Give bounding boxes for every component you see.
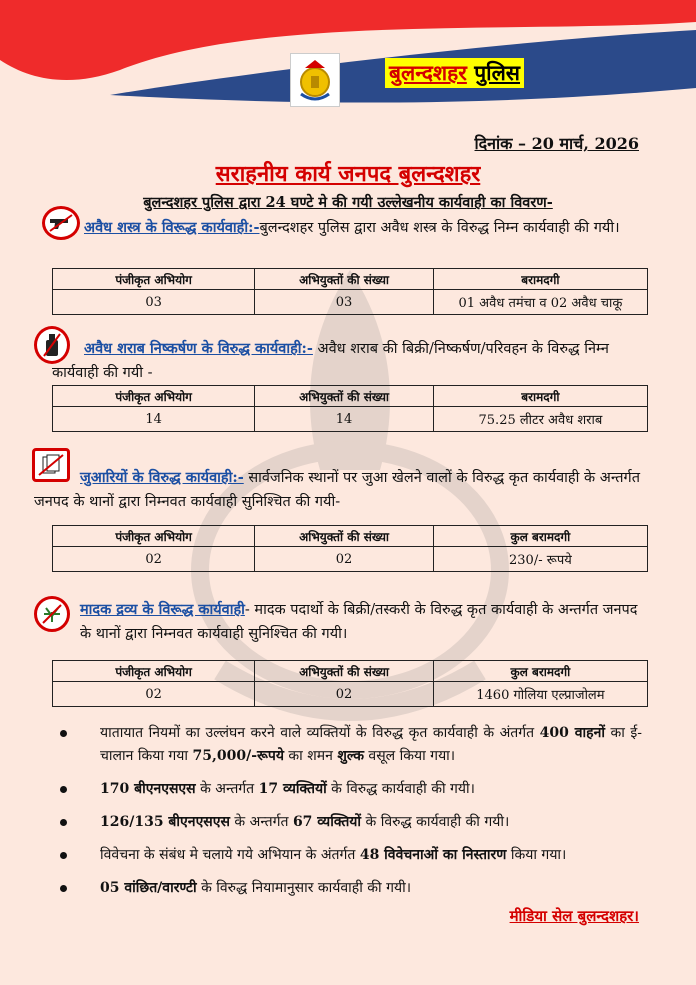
table-cell: 02 [255,547,434,572]
list-item: यातायात नियमों का उल्लंघन करने वाले व्यक्तियों के विरुद्ध कृत कार्यवाही के अंतर्गत 400 वाहनों का ई-चालान किया गया 75,000/-रूपये का शमन शुल्क वसूल किया गया। [60,722,642,768]
table-cell: 03 [53,290,255,315]
table-header: कुल बरामदगी [433,526,647,547]
table-cell: 01 अवैध तमंचा व 02 अवैध चाकू [433,290,647,315]
section-arms-title: अवैध शस्त्र के विरूद्ध कार्यवाही:- [84,219,260,236]
brand-city: बुलन्दशहर [389,60,467,85]
table-header: पंजीकृत अभियोग [53,386,255,407]
table-header: बरामदगी [433,386,647,407]
table-header: अभियुक्तों की संख्या [255,661,434,682]
summary-list [60,722,642,910]
section-arms-desc: बुलन्दशहर पुलिस द्वारा अवैध शस्त्र के विरुद्ध निम्न कार्यवाही की गयी। [259,220,620,236]
table-cell: 03 [255,290,434,315]
table-row [53,547,648,572]
police-emblem [290,53,340,107]
table-cell: 14 [255,407,434,432]
table-cell: 75.25 लीटर अवैध शराब [433,407,647,432]
no-drugs-icon [34,596,70,632]
table-row [53,682,648,707]
section-gambling-title: जुआरियों के विरुद्ध कार्यवाही:- [80,469,244,486]
page-subtitle: बुलन्दशहर पुलिस द्वारा 24 घण्टे मे की गयी उल्लेखनीय कार्यवाही का विवरण- [143,194,553,211]
emblem-icon [295,58,335,102]
drugs-table [52,660,648,707]
table-cell: 02 [53,682,255,707]
media-cell-signature: मीडिया सेल बुलन्दशहर। [509,907,639,925]
header-banner [0,0,696,120]
table-header: पंजीकृत अभियोग [53,526,255,547]
table-header: अभियुक्तों की संख्या [255,526,434,547]
section-drugs-text [80,598,642,646]
table-header: कुल बरामदगी [433,661,647,682]
list-item: 170 बीएनएसएस के अन्तर्गत 17 व्यक्तियों के विरुद्ध कार्यवाही की गयी। [60,778,642,801]
table-header: बरामदगी [433,269,647,290]
section-liquor-title: अवैध शराब निष्कर्षण के विरुद्ध कार्यवाही:- [84,340,313,357]
liquor-table [52,385,648,432]
section-drugs-desc: - मादक पदार्थो के बिक्री/तस्करी के विरुद्ध कृत कार्यवाही के अन्तर्गत जनपद के थानों द्वारा निम्नवत कार्यवाही सुनिश्चित की गयी। [80,602,638,642]
table-cell: 02 [255,682,434,707]
section-gambling-text [34,466,642,514]
table-header: पंजीकृत अभियोग [53,269,255,290]
section-liquor-desc: अवैध शराब की बिक्री/निष्कर्षण/परिवहन के विरुद्ध निम्न कार्यवाही की गयी - [52,341,609,381]
list-item: विवेचना के संबंध मे चलाये गये अभियान के अंतर्गत 48 विवेचनाओं का निस्तारण किया गया। [60,844,642,867]
table-cell: 14 [53,407,255,432]
table-cell: 230/- रूपये [433,547,647,572]
section-liquor-text [52,337,642,385]
section-arms-text [52,216,642,240]
table-header: अभियुक्तों की संख्या [255,269,434,290]
table-cell: 1460 गोलिया एल्प्राजोलम [433,682,647,707]
document-date: दिनांक – 20 मार्च, 2026 [474,134,639,153]
arms-table [52,268,648,315]
brand-police: पुलिस [474,60,521,85]
table-row [53,290,648,315]
section-gambling-desc: सार्वजनिक स्थानों पर जुआ खेलने वालों के विरुद्ध कृत कार्यवाही के अन्तर्गत जनपद के थानों द्वारा निम्नवत कार्यवाही सुनिश्चित की गयी- [34,470,640,510]
table-header: पंजीकृत अभियोग [53,661,255,682]
gambling-table [52,525,648,572]
list-item: 05 वांछित/वारण्टी के विरुद्ध नियामानुसार कार्यवाही की गयी। [60,877,642,900]
table-row [53,407,648,432]
list-item: 126/135 बीएनएसएस के अन्तर्गत 67 व्यक्तियों के विरुद्ध कार्यवाही की गयी। [60,811,642,834]
table-header: अभियुक्तों की संख्या [255,386,434,407]
page-title: सराहनीय कार्य जनपद बुलन्दशहर [215,161,481,187]
brand-title [385,58,524,88]
table-cell: 02 [53,547,255,572]
section-drugs-title: मादक द्रव्य के विरूद्ध कार्यवाही [80,601,245,618]
